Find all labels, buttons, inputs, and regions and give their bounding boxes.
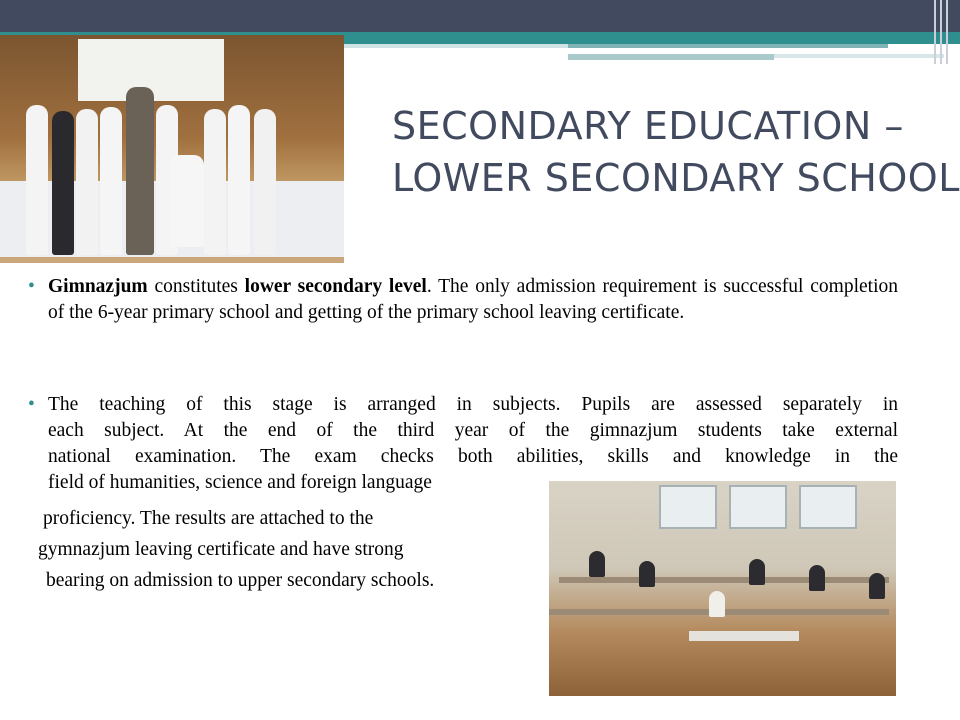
- title-line: SECONDARY EDUCATION –: [392, 104, 904, 148]
- header-divider: [934, 0, 936, 64]
- person: [26, 105, 48, 255]
- person: [100, 107, 122, 255]
- floor: [0, 257, 344, 263]
- bullet-line: gymnazjum leaving certificate and have strong: [38, 539, 404, 560]
- person: [52, 111, 74, 255]
- header-divider: [940, 0, 942, 64]
- term-gimnazjum: Gimnazjum: [48, 276, 148, 297]
- window: [799, 485, 857, 529]
- person: [170, 155, 204, 247]
- bullet-glyph: •: [28, 276, 35, 297]
- person: [228, 105, 250, 255]
- title-line: LOWER SECONDARY SCHOOL: [392, 156, 960, 200]
- student: [869, 573, 885, 599]
- person: [204, 109, 226, 255]
- bullet-line: field of humanities, science and foreign language: [48, 472, 432, 493]
- classroom-photo: [549, 481, 896, 696]
- student: [809, 565, 825, 591]
- bullet-glyph: •: [28, 394, 35, 415]
- student: [749, 559, 765, 585]
- desk: [689, 631, 799, 641]
- person: [126, 87, 154, 255]
- bullet-line: national examination. The exam checks both abilities, skills and knowledge in the: [48, 446, 898, 467]
- student: [589, 551, 605, 577]
- bullet-text: constitutes: [147, 276, 245, 297]
- header-stripe: [568, 44, 888, 48]
- window: [659, 485, 717, 529]
- header-band: [0, 0, 960, 32]
- header-stripe: [774, 54, 944, 58]
- bullet-line: The teaching of this stage is arranged in subjects. Pupils are assessed separately in: [48, 394, 898, 415]
- student: [639, 561, 655, 587]
- header-stripe: [568, 54, 774, 60]
- window: [729, 485, 787, 529]
- bullet-line: bearing on admission to upper secondary schools.: [46, 570, 435, 591]
- bullet-text: . The only admission requirement is successful completion of the 6-year primary school and getting of the primary school leaving certificate.: [48, 276, 898, 323]
- header-divider: [946, 0, 948, 64]
- student: [709, 591, 725, 617]
- person: [76, 109, 98, 255]
- person: [254, 109, 276, 255]
- term-lower-secondary: lower secondary level: [244, 276, 427, 297]
- desk-row: [559, 577, 889, 583]
- slide-title: [392, 100, 960, 204]
- bullet-line: proficiency. The results are attached to the: [43, 508, 374, 529]
- header-stripe: [344, 44, 568, 48]
- group-photo: [0, 35, 344, 263]
- bullet-line: each subject. At the end of the third year of the gimnazjum students take external: [48, 420, 898, 441]
- bullet-gimnazjum: [28, 274, 898, 326]
